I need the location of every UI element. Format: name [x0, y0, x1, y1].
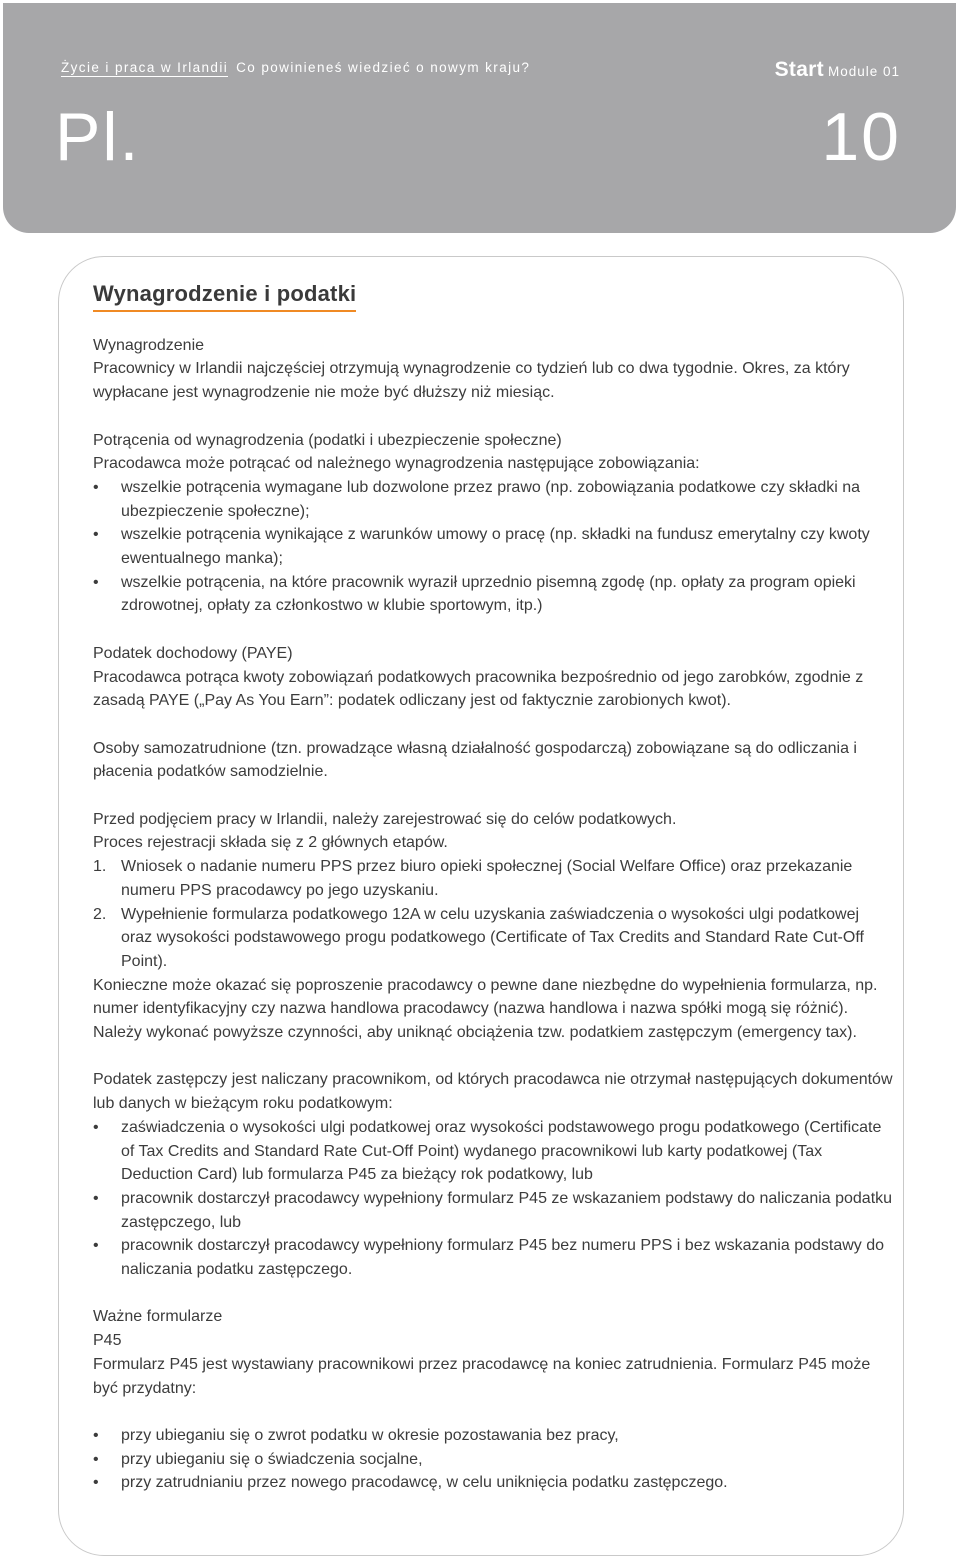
- step-number: 2.: [93, 905, 107, 923]
- registration-steps: [93, 855, 893, 974]
- start-label: Start: [774, 58, 824, 81]
- list-item: [93, 571, 893, 618]
- list-item-text: przy ubieganiu się o świadczenia socjalne,: [121, 1450, 423, 1468]
- bullet-icon: •: [93, 526, 99, 544]
- p45-uses-list: [93, 1424, 893, 1495]
- bullet-icon: •: [93, 573, 99, 591]
- breadcrumb-section-title: Co powinieneś wiedzieć o nowym kraju?: [236, 60, 531, 75]
- article-content: [93, 282, 893, 1495]
- list-item-text: Wypełnienie formularza podatkowego 12A w celu uzyskania zaświadczenia o wysokości ulgi podatkowej oraz wysokości podstawowego progu podatkowego (Certificate of Tax Credits and Standard Rate Cut-Off Point).: [121, 905, 864, 970]
- list-item-text: wszelkie potrącenia wymagane lub dozwolone przez prawo (np. zobowiązania podatkowe czy składki na ubezpieczenie społeczne);: [121, 478, 861, 520]
- bullet-icon: •: [93, 1189, 99, 1207]
- module-label: [775, 58, 900, 82]
- list-item: [93, 903, 893, 974]
- bullet-icon: •: [93, 1118, 99, 1136]
- registration-note: Konieczne może okazać się poproszenie pracodawcy o pewne dane niezbędne do wypełnienia formularza, np. numer identyfikacyjny czy nazwa handlowa pracodawcy (nazwa handlowa i nazwa spółki mogą się różnić). Należy wykonać powyższe czynności, aby uniknąć obciążenia tzw. podatkiem zastępczym (emergency tax).: [93, 976, 878, 1042]
- list-item-text: pracownik dostarczył pracodawcy wypełniony formularz P45 ze wskazaniem podstawy do naliczania podatku zastępczego, lub: [121, 1189, 893, 1231]
- list-item-text: wszelkie potrącenia wynikające z warunków umowy o pracę (np. składki na fundusz emerytalny czy kwoty ewentualnego manka);: [121, 526, 870, 568]
- list-item-text: przy zatrudnianiu przez nowego pracodawcę, w celu uniknięcia podatku zastępczego.: [121, 1474, 728, 1492]
- registration-line-2: Proces rejestracji składa się z 2 głównych etapów.: [93, 834, 448, 852]
- page-number: 10: [821, 99, 901, 175]
- bullet-icon: •: [93, 478, 99, 496]
- salary-text: Pracownicy w Irlandii najczęściej otrzymują wynagrodzenie co tydzień lub co dwa tygodnie. Okres, za który wypłacane jest wynagrodzenie nie może być dłuższy niż miesiąc.: [93, 360, 850, 402]
- list-item-text: przy ubieganiu się o zwrot podatku w okresie pozostawania bez pracy,: [121, 1426, 619, 1444]
- deductions-intro: Pracodawca może potrącać od należnego wynagrodzenia następujące zobowiązania:: [93, 455, 700, 473]
- list-item-text: wszelkie potrącenia, na które pracownik wyraził uprzednio pisemną zgodę (np. opłaty za program opieki zdrowotnej, opłaty za członkostwo w klubie sportowym, itp.): [121, 573, 856, 615]
- emergency-tax-intro: Podatek zastępczy jest naliczany pracownikom, od których pracodawca nie otrzymał następujących dokumentów lub danych w bieżącym roku podatkowym:: [93, 1071, 893, 1113]
- page-header: [3, 3, 956, 233]
- language-code: Pl.: [55, 99, 141, 175]
- bullet-icon: •: [93, 1474, 99, 1492]
- breadcrumb: [61, 60, 530, 75]
- bullet-icon: •: [93, 1426, 99, 1444]
- bullet-icon: •: [93, 1237, 99, 1255]
- list-item: [93, 1471, 893, 1495]
- salary-heading: Wynagrodzenie: [93, 336, 205, 354]
- list-item: [93, 1187, 893, 1234]
- list-item: [93, 476, 893, 523]
- deductions-list: [93, 476, 893, 618]
- deductions-heading: Potrącenia od wynagrodzenia (podatki i ubezpieczenie społeczne): [93, 431, 562, 449]
- forms-subheading: P45: [93, 1332, 122, 1350]
- p45-text: Formularz P45 jest wystawiany pracownikowi przez pracodawcę na koniec zatrudnienia. Formularz P45 może być przydatny:: [93, 1355, 871, 1397]
- income-tax-heading: Podatek dochodowy (PAYE): [93, 644, 293, 662]
- self-employed-text: Osoby samozatrudnione (tzn. prowadzące własną działalność gospodarczą) zobowiązane są do odliczania i płacenia podatków samodzielnie.: [93, 739, 857, 781]
- step-number: 1.: [93, 858, 107, 876]
- list-item: [93, 855, 893, 902]
- breadcrumb-series-title: Życie i praca w Irlandii: [61, 60, 229, 75]
- list-item-text: zaświadczenia o wysokości ulgi podatkowej oraz wysokości podstawowego progu podatkowego (Certificate of Tax Credits and Standard Rate Cut-Off Point) wydanego pracownikowi lub karty podatkowej (Tax Deduction Card) lub formularza P45 za bieżący rok podatkowy, lub: [121, 1118, 882, 1184]
- list-item: [93, 1424, 893, 1448]
- forms-heading: Ważne formularze: [93, 1308, 223, 1326]
- section-title: Wynagrodzenie i podatki: [93, 282, 356, 312]
- registration-line-1: Przed podjęciem pracy w Irlandii, należy zarejestrować się do celów podatkowych.: [93, 810, 677, 828]
- list-item: [93, 523, 893, 570]
- list-item-text: Wniosek o nadanie numeru PPS przez biuro opieki społecznej (Social Welfare Office) oraz przekazanie numeru PPS pracodawcy po jego uzyskaniu.: [121, 858, 853, 899]
- income-tax-text: Pracodawca potrąca kwoty zobowiązań podatkowych pracownika bezpośrednio od jego zarobków, zgodnie z zasadą PAYE („Pay As You Earn”: podatek odliczany jest od faktycznie zarobionych kwot).: [93, 668, 864, 710]
- emergency-tax-list: [93, 1116, 893, 1282]
- list-item-text: pracownik dostarczył pracodawcy wypełniony formularz P45 bez numeru PPS i bez wskazania podstawy do naliczania podatku zastępczego.: [121, 1237, 885, 1279]
- list-item: [93, 1234, 893, 1281]
- list-item: [93, 1448, 893, 1472]
- module-number: Module 01: [827, 64, 900, 79]
- list-item: [93, 1116, 893, 1187]
- bullet-icon: •: [93, 1450, 99, 1468]
